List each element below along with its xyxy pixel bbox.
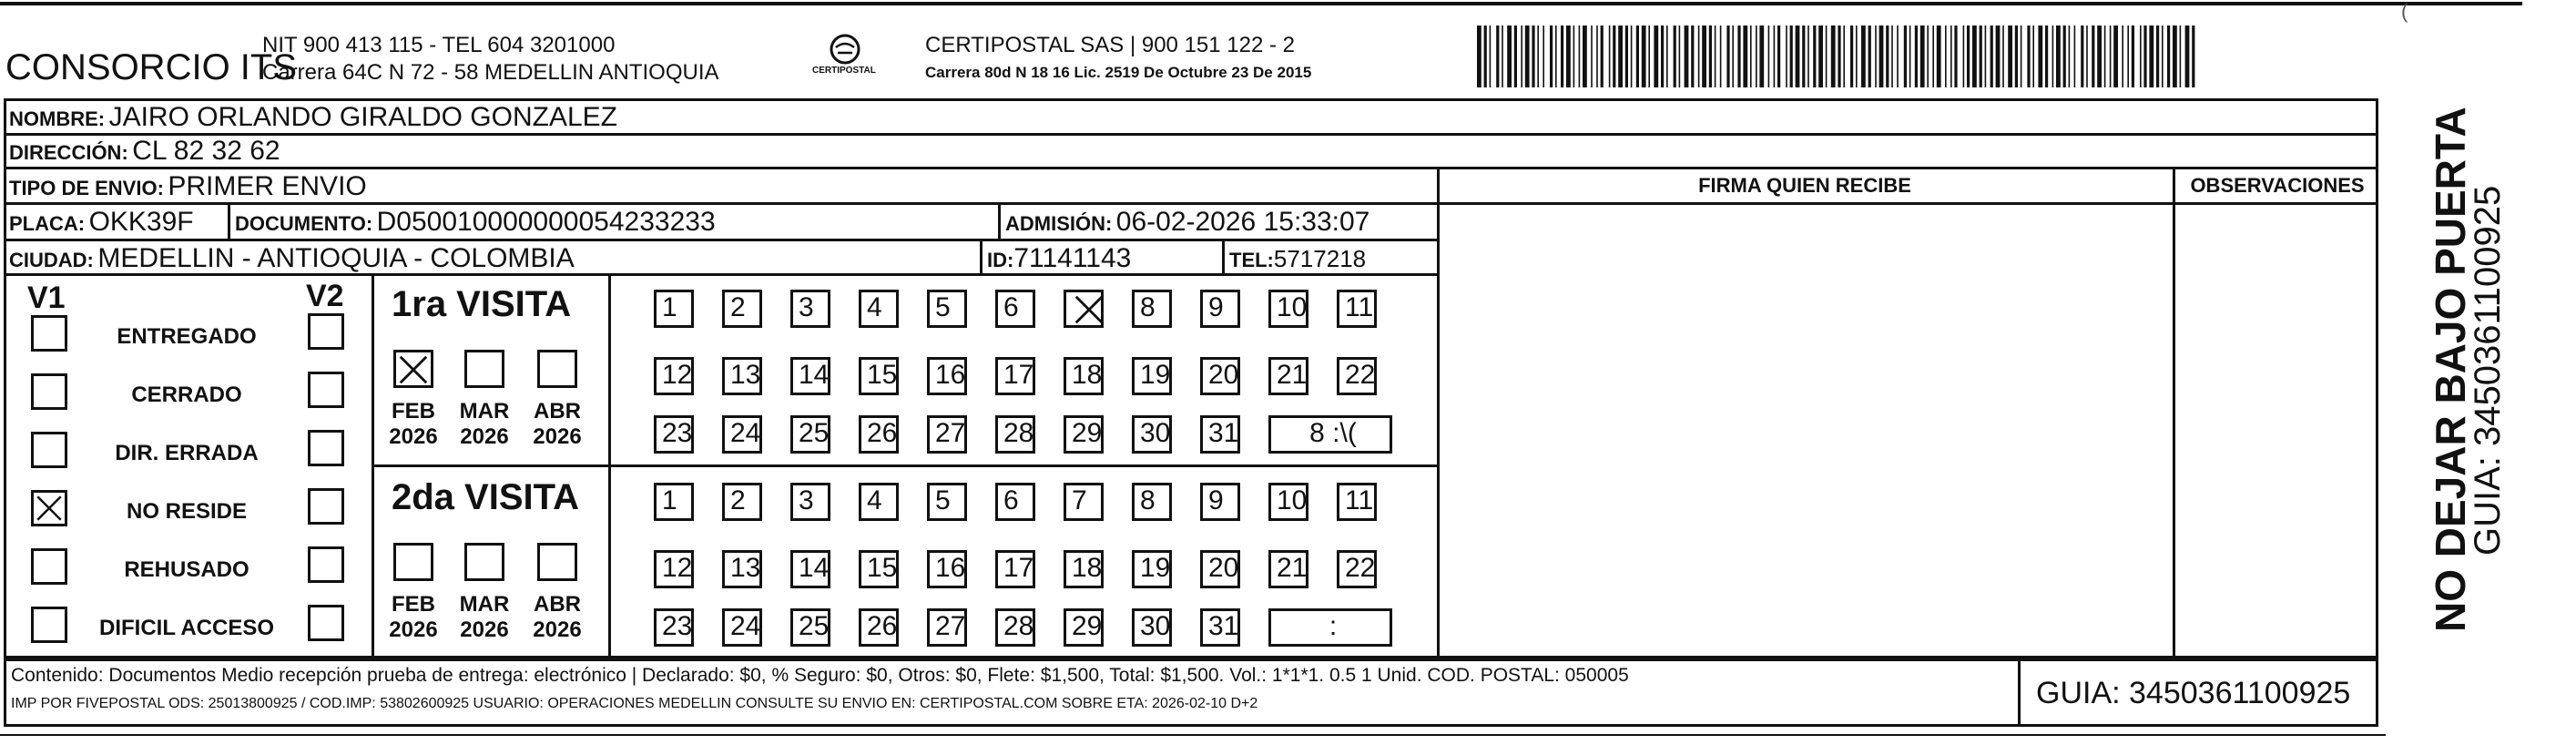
v2-checkbox[interactable] [308, 372, 344, 408]
barcode-bar [1945, 26, 1947, 87]
barcode-bar [1932, 26, 1934, 87]
barcode-bar [1777, 26, 1780, 87]
month-label: MAR 2026 [459, 592, 510, 642]
status-option-label: DIFICIL ACCESO [98, 616, 274, 640]
barcode-bar [1561, 26, 1563, 87]
barcode-bar [1715, 26, 1716, 87]
barcode-bar [2192, 26, 2194, 87]
barcode-bar [1709, 26, 1712, 87]
month-checkbox[interactable] [537, 350, 577, 388]
v1-checkbox[interactable] [31, 315, 67, 352]
placa-value: OKK39F [88, 207, 194, 237]
v2-checkbox[interactable] [308, 605, 344, 641]
day-box-24[interactable]: 24 [722, 608, 762, 647]
v1-label: V1 [27, 281, 66, 315]
barcode-bar [1807, 26, 1809, 87]
edge-mark: ( [2401, 0, 2408, 23]
day-box-19[interactable]: 19 [1132, 357, 1172, 395]
barcode-bar [1980, 26, 1982, 87]
barcode-bar [2156, 26, 2159, 87]
day-box-15[interactable]: 15 [859, 550, 899, 588]
v2-checkbox[interactable] [308, 430, 344, 466]
barcode-bar [1950, 26, 1952, 87]
barcode-bar [2092, 26, 2094, 87]
barcode-bar [1484, 26, 1487, 87]
day-box-8[interactable]: 8 [1132, 290, 1172, 328]
barcode-bar [1759, 26, 1764, 87]
barcode-bar [1756, 26, 1757, 87]
barcode-bar [1991, 26, 1993, 87]
barcode-bar [1985, 26, 1987, 87]
barcode-bar [1618, 26, 1623, 87]
barcode-bar [2069, 26, 2071, 87]
day-box-12[interactable]: 12 [654, 357, 694, 395]
tel-field: TEL:5717218 [1229, 245, 1367, 272]
day-box-29[interactable]: 29 [1064, 608, 1104, 647]
v2-checkbox[interactable] [308, 313, 344, 350]
barcode-bar [1786, 26, 1787, 87]
day-box-26[interactable]: 26 [859, 415, 899, 454]
top-rule [0, 2, 2522, 5]
day-box-9[interactable]: 9 [1200, 483, 1240, 521]
month-label: FEB 2026 [389, 592, 438, 642]
barcode-bar [2143, 26, 2146, 87]
barcode-bar [1768, 26, 1770, 87]
day-box-2[interactable]: 2 [722, 483, 762, 521]
visit-title: 2da VISITA [392, 477, 579, 517]
barcode-bar [1525, 26, 1530, 87]
barcode-bar [2097, 26, 2102, 87]
barcode-bar [1502, 26, 1503, 87]
barcode-bar [1477, 26, 1481, 87]
side-warning: NO DEJAR BAJO PUERTA [2427, 107, 2474, 632]
day-box-31[interactable]: 31 [1200, 415, 1240, 454]
month-checkbox[interactable] [393, 350, 433, 388]
month-checkbox[interactable] [537, 543, 577, 581]
day-box-16[interactable]: 16 [927, 550, 967, 588]
barcode-bar [2008, 26, 2012, 87]
month-label: MAR 2026 [459, 399, 510, 449]
cell-divider [228, 202, 230, 239]
barcode-bar [1774, 26, 1776, 87]
day-box-20[interactable]: 20 [1200, 357, 1240, 395]
day-box-30[interactable]: 30 [1132, 415, 1172, 454]
status-option-label: REHUSADO [124, 557, 249, 582]
firma-divider [1437, 167, 1440, 656]
barcode-bar [1972, 26, 1977, 87]
day-box-1[interactable]: 1 [654, 290, 694, 328]
barcode-bar [2086, 26, 2088, 87]
barcode-bar [2173, 26, 2177, 87]
barcode-bar [2180, 26, 2182, 87]
visit-separator [372, 464, 1439, 467]
day-box-25[interactable]: 25 [790, 415, 830, 454]
row-line [4, 202, 2378, 205]
signature-area[interactable] [1441, 206, 2171, 654]
month-checkbox[interactable] [393, 543, 433, 581]
barcode-bar [2113, 26, 2118, 87]
day-box-21[interactable]: 21 [1268, 550, 1308, 588]
day-box-5[interactable]: 5 [927, 290, 967, 328]
day-box-8[interactable]: 8 [1132, 483, 1172, 521]
day-box-20[interactable]: 20 [1200, 550, 1240, 588]
barcode-bar [1879, 26, 1884, 87]
day-box-27[interactable]: 27 [927, 415, 967, 454]
direccion-value: CL 82 32 62 [132, 136, 280, 166]
barcode-bar [1555, 26, 1557, 87]
day-box-7[interactable] [1064, 290, 1104, 328]
id-field: ID:71141143 [987, 243, 1132, 273]
barcode-bar [1537, 26, 1539, 87]
barcode-bar [1826, 26, 1828, 87]
observaciones-divider [2173, 167, 2175, 656]
day-box-7[interactable]: 7 [1064, 483, 1104, 521]
barcode-bar [1648, 26, 1650, 87]
barcode-bar [1573, 26, 1575, 87]
barcode-bar [2081, 26, 2083, 87]
day-box-10[interactable]: 10 [1268, 290, 1308, 328]
day-box-21[interactable]: 21 [1268, 357, 1308, 395]
v2-checkbox[interactable] [308, 546, 344, 583]
barcode-bar [1831, 26, 1836, 87]
barcode-bar [1666, 26, 1668, 87]
observaciones-header: OBSERVACIONES [2190, 174, 2365, 197]
day-box-6[interactable]: 6 [995, 483, 1035, 521]
day-box-9[interactable]: 9 [1200, 290, 1240, 328]
company-nit: NIT 900 413 115 - TEL 604 3201000 [262, 33, 616, 57]
barcode-bar [1897, 26, 1899, 87]
tel-value: 5717218 [1273, 245, 1367, 272]
day-box-4[interactable]: 4 [859, 290, 899, 328]
barcode-bar [1691, 26, 1694, 87]
day-box-1[interactable]: 1 [654, 483, 694, 521]
barcode-bar [2140, 26, 2142, 87]
day-box-22[interactable]: 22 [1337, 357, 1377, 395]
barcode-bar [1750, 26, 1752, 87]
v1-checkbox[interactable] [31, 548, 67, 585]
day-box-10[interactable]: 10 [1268, 483, 1308, 521]
courier-name: CERTIPOSTAL SAS | 900 151 122 - 2 [925, 33, 1295, 57]
id-value: 71141143 [1013, 243, 1132, 273]
barcode-bar [1507, 26, 1512, 87]
status-option-label: ENTREGADO [117, 324, 257, 349]
day-box-17[interactable]: 17 [995, 550, 1035, 588]
day-box-4[interactable]: 4 [859, 483, 899, 521]
day-box-18[interactable]: 18 [1064, 357, 1104, 395]
footer-imp: IMP POR FIVEPOSTAL ODS: 25013800925 / COD.IMP: 53802600925 USUARIO: OPERACIONES MEDELLIN CONSULTE SU ENVIO EN: CERTIPOSTAL.COM SOBRE ETA: 2026-02-10 D+2 [11, 696, 1258, 711]
row-line [4, 167, 2378, 169]
day-box-6[interactable]: 6 [995, 290, 1035, 328]
day-box-24[interactable]: 24 [722, 415, 762, 454]
ciudad-field: CIUDAD: MEDELLIN - ANTIOQUIA - COLOMBIA [9, 243, 575, 273]
barcode-bar [2110, 26, 2112, 87]
nombre-value: JAIRO ORLANDO GIRALDO GONZALEZ [108, 102, 617, 132]
barcode-bar [2063, 26, 2066, 87]
tipo-envio-field: TIPO DE ENVIO: PRIMER ENVIO [9, 171, 367, 201]
barcode-bar [2167, 26, 2170, 87]
company-name: CONSORCIO ITS [5, 47, 298, 87]
barcode-bar [2032, 26, 2034, 87]
barcode-bar [2002, 26, 2004, 87]
barcode-bar [1802, 26, 1805, 87]
status-option-label: NO RESIDE [126, 499, 248, 524]
barcode [1477, 26, 2198, 87]
admision-field: ADMISIÓN: 06-02-2026 15:33:07 [1005, 207, 1370, 237]
barcode-bar [1679, 26, 1681, 87]
barcode-bar [1818, 26, 1823, 87]
barcode-bar [1963, 26, 1965, 87]
barcode-bar [1915, 26, 1918, 87]
day-box-2[interactable]: 2 [722, 290, 762, 328]
barcode-bar [2045, 26, 2048, 87]
barcode-bar [1996, 26, 2001, 87]
documento-value: D050010000000054233233 [376, 207, 716, 237]
barcode-bar [1743, 26, 1747, 87]
status-option-label: DIR. ERRADA [115, 441, 259, 465]
barcode-bar [2122, 26, 2123, 87]
side-guia: GUIA: 3450361100925 [2468, 185, 2508, 556]
day-box-11[interactable]: 11 [1337, 483, 1377, 521]
footer-guia: GUIA: 3450361100925 [2036, 676, 2351, 710]
barcode-bar [1920, 26, 1925, 87]
barcode-bar [1927, 26, 1929, 87]
barcode-bar [1796, 26, 1800, 87]
barcode-bar [2021, 26, 2022, 87]
barcode-bar [1532, 26, 1534, 87]
barcode-bar [1625, 26, 1628, 87]
cell-divider [998, 202, 1001, 239]
barcode-bar [1514, 26, 1517, 87]
barcode-bar [1843, 26, 1845, 87]
barcode-bar [2185, 26, 2190, 87]
observations-area[interactable] [2176, 206, 2377, 654]
v1-checkbox[interactable] [31, 607, 67, 643]
barcode-bar [1856, 26, 1858, 87]
documento-field: DOCUMENTO: D050010000000054233233 [235, 207, 716, 237]
day-box-5[interactable]: 5 [927, 483, 967, 521]
barcode-bar [1891, 26, 1893, 87]
barcode-bar [2056, 26, 2061, 87]
cell-divider [980, 239, 983, 273]
barcode-bar [1642, 26, 1646, 87]
bottom-rule [0, 734, 2386, 736]
barcode-bar [1579, 26, 1581, 87]
month-label: ABR 2026 [533, 399, 582, 449]
barcode-bar [2104, 26, 2106, 87]
day-box-19[interactable]: 19 [1132, 550, 1172, 588]
direccion-field: DIRECCIÓN: CL 82 32 62 [9, 136, 280, 166]
barcode-bar [1720, 26, 1722, 87]
barcode-bar [1631, 26, 1633, 87]
barcode-bar [1937, 26, 1941, 87]
month-checkbox[interactable] [464, 350, 504, 388]
barcode-bar [1886, 26, 1889, 87]
barcode-bar [1702, 26, 1706, 87]
month-checkbox[interactable] [464, 543, 504, 581]
barcode-bar [1490, 26, 1492, 87]
barcode-bar [1954, 26, 1957, 87]
status-option-label: CERRADO [131, 383, 242, 407]
day-box-25[interactable]: 25 [790, 608, 830, 647]
ciudad-value: MEDELLIN - ANTIOQUIA - COLOMBIA [97, 243, 575, 273]
certipostal-logo: CERTIPOSTAL [809, 31, 881, 86]
day-box-11[interactable]: 11 [1337, 290, 1377, 328]
day-box-26[interactable]: 26 [859, 608, 899, 647]
placa-field: PLACA: OKK39F [9, 207, 194, 237]
cell-divider [1222, 239, 1225, 273]
day-box-12[interactable]: 12 [654, 550, 694, 588]
barcode-bar [2027, 26, 2030, 87]
barcode-bar [1850, 26, 1853, 87]
day-box-13[interactable]: 13 [722, 550, 762, 588]
barcode-bar [1601, 26, 1604, 87]
barcode-bar [1636, 26, 1639, 87]
barcode-bar [1868, 26, 1871, 87]
barcode-bar [1909, 26, 1911, 87]
barcode-bar [2074, 26, 2076, 87]
day-box-27[interactable]: 27 [927, 608, 967, 647]
day-box-30[interactable]: 30 [1132, 608, 1172, 647]
nombre-field: NOMBRE: JAIRO ORLANDO GIRALDO GONZALEZ [9, 102, 617, 132]
time-box[interactable]: : [1268, 608, 1392, 647]
visit-title: 1ra VISITA [392, 284, 572, 324]
barcode-bar [1550, 26, 1553, 87]
day-box-17[interactable]: 17 [995, 357, 1035, 395]
tipo-envio-value: PRIMER ENVIO [168, 171, 367, 201]
day-box-29[interactable]: 29 [1064, 415, 1104, 454]
day-box-23[interactable]: 23 [654, 608, 694, 647]
barcode-bar [1904, 26, 1907, 87]
barcode-bar [1875, 26, 1877, 87]
day-box-14[interactable]: 14 [790, 550, 830, 588]
barcode-bar [1790, 26, 1793, 87]
v1-checkbox[interactable] [31, 373, 67, 410]
barcode-bar [2149, 26, 2153, 87]
barcode-bar [1654, 26, 1658, 87]
row-line [4, 133, 2378, 136]
day-box-18[interactable]: 18 [1064, 550, 1104, 588]
barcode-bar [1609, 26, 1611, 87]
v2-label: V2 [306, 279, 344, 313]
v1-checkbox[interactable] [31, 432, 67, 468]
day-box-14[interactable]: 14 [790, 357, 830, 395]
day-box-16[interactable]: 16 [927, 357, 967, 395]
barcode-bar [2162, 26, 2164, 87]
barcode-bar [1496, 26, 1499, 87]
barcode-bar [1674, 26, 1676, 87]
barcode-bar [1838, 26, 1840, 87]
barcode-bar [1521, 26, 1522, 87]
day-box-28[interactable]: 28 [995, 608, 1035, 647]
barcode-bar [1566, 26, 1571, 87]
barcode-bar [1698, 26, 1700, 87]
barcode-bar [1861, 26, 1866, 87]
day-box-28[interactable]: 28 [995, 415, 1035, 454]
barcode-bar [1967, 26, 1970, 87]
company-address: Carrera 64C N 72 - 58 MEDELLIN ANTIOQUIA [262, 60, 719, 85]
day-box-23[interactable]: 23 [654, 415, 694, 454]
time-box[interactable]: 8 :\( [1268, 415, 1392, 454]
barcode-bar [2127, 26, 2129, 87]
day-box-31[interactable]: 31 [1200, 608, 1240, 647]
v1-checkbox[interactable] [31, 490, 67, 526]
barcode-bar [1813, 26, 1816, 87]
barcode-bar [1543, 26, 1544, 87]
day-box-3[interactable]: 3 [790, 290, 830, 328]
barcode-bar [1726, 26, 1729, 87]
courier-license: Carrera 80d N 18 16 Lic. 2519 De Octubre 23 De 2015 [925, 64, 1312, 81]
month-label: FEB 2026 [389, 399, 438, 449]
barcode-bar [2038, 26, 2042, 87]
admision-value: 06-02-2026 15:33:07 [1115, 207, 1370, 237]
barcode-bar [1613, 26, 1615, 87]
firma-header: FIRMA QUIEN RECIBE [1698, 174, 1911, 197]
barcode-bar [1596, 26, 1598, 87]
day-box-15[interactable]: 15 [859, 357, 899, 395]
day-box-22[interactable]: 22 [1337, 550, 1377, 588]
day-box-13[interactable]: 13 [722, 357, 762, 395]
month-label: ABR 2026 [533, 592, 582, 642]
barcode-bar [1732, 26, 1734, 87]
barcode-bar [2052, 26, 2054, 87]
footer-content: Contenido: Documentos Medio recepción prueba de entrega: electrónico | Declarado: $0, % Seguro: $0, Otros: $0, Flete: $1,500, Total: $1,500. Vol.: 1*1*1. 0.5 1 Unid. COD. POSTAL: 050005 [11, 665, 1629, 686]
barcode-bar [1685, 26, 1689, 87]
barcode-bar [2015, 26, 2018, 87]
barcode-bar [1737, 26, 1740, 87]
barcode-bar [1591, 26, 1593, 87]
v2-checkbox[interactable] [308, 488, 344, 525]
day-box-3[interactable]: 3 [790, 483, 830, 521]
barcode-bar [2132, 26, 2134, 87]
barcode-bar [1661, 26, 1664, 87]
barcode-bar [1583, 26, 1587, 87]
